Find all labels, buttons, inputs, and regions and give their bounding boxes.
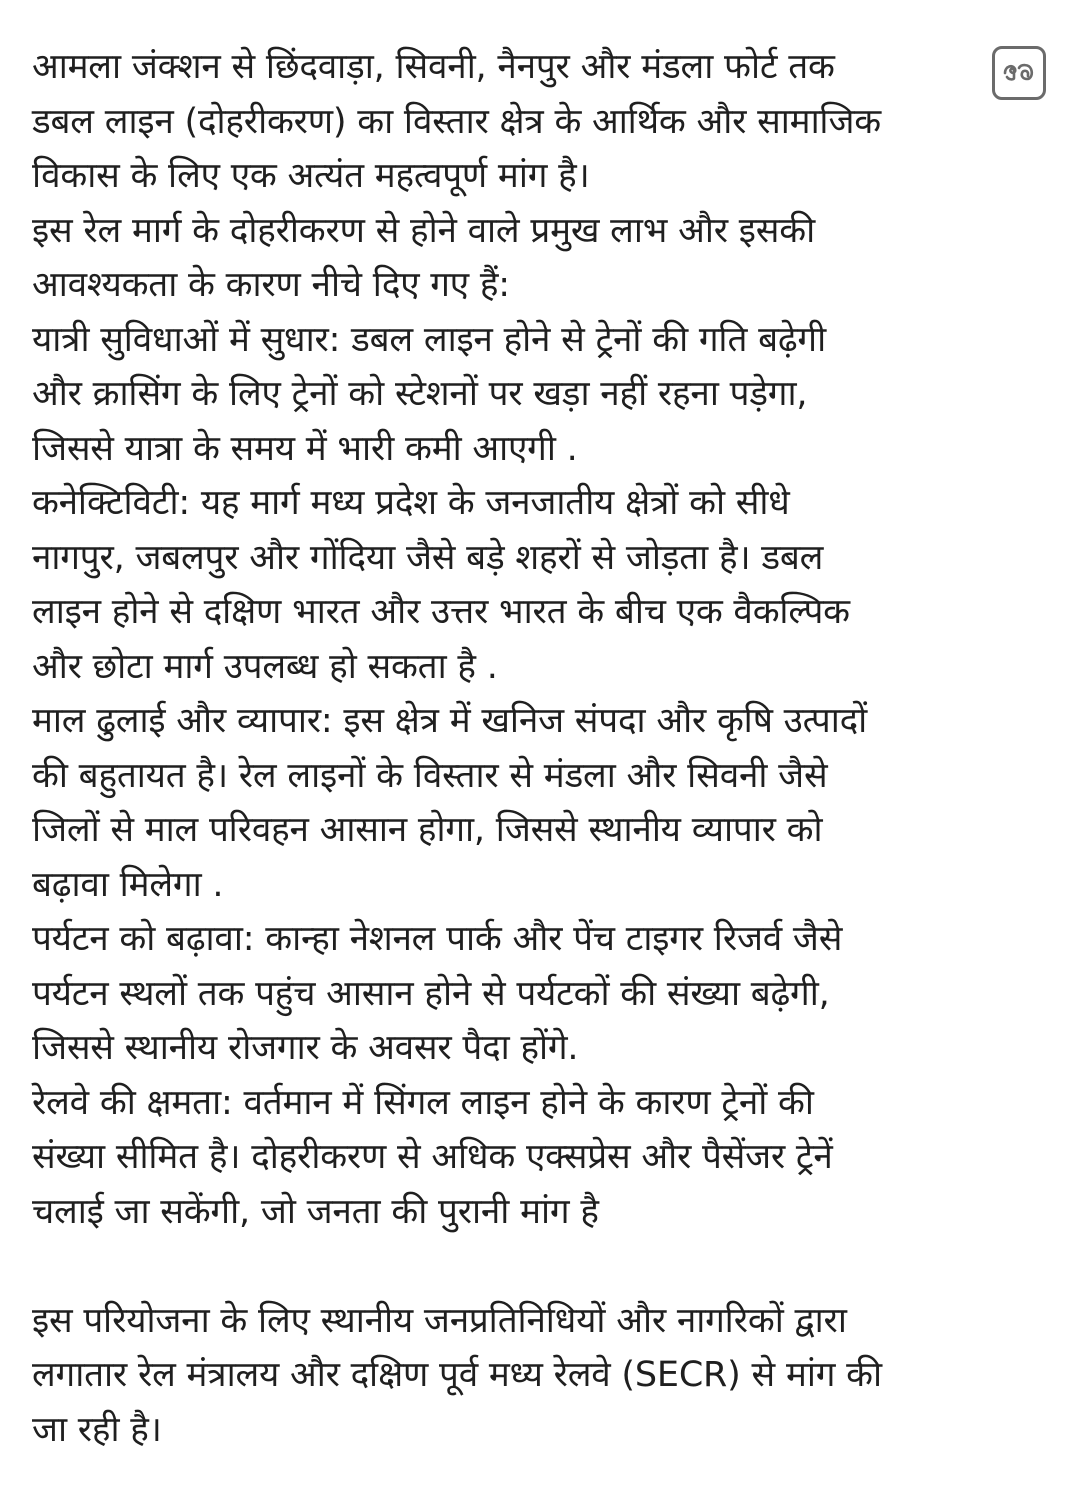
text-line: बढ़ावा मिलेगा . xyxy=(32,864,224,905)
text-line: पर्यटन को बढ़ावा: कान्हा नेशनल पार्क और पेंच टाइगर रिजर्व जैसे xyxy=(32,919,843,959)
paragraph-freight-trade xyxy=(32,694,982,912)
translate-icon xyxy=(1001,59,1037,87)
paragraph-intro xyxy=(32,40,982,204)
text-line: इस परियोजना के लिए स्थानीय जनप्रतिनिधियों और नागरिकों द्वारा xyxy=(32,1300,847,1341)
text-line: जा रही है। xyxy=(32,1409,162,1450)
text-line: की बहुतायत है। रेल लाइनों के विस्तार से मंडला और सिवनी जैसे xyxy=(32,755,828,796)
paragraph-benefits-intro xyxy=(32,204,982,313)
document-body xyxy=(32,40,982,1457)
text-line: आवश्यकता के कारण नीचे दिए गए हैं: xyxy=(32,265,510,305)
paragraph-tourism xyxy=(32,912,982,1076)
text-line: पर्यटन स्थलों तक पहुंच आसान होने से पर्यटकों की संख्या बढ़ेगी, xyxy=(32,973,830,1014)
text-line: कनेक्टिविटी: यह मार्ग मध्य प्रदेश के जनजातीय क्षेत्रों को सीधे xyxy=(32,483,790,523)
text-line: रेलवे की क्षमता: वर्तमान में सिंगल लाइन होने के कारण ट्रेनों की xyxy=(32,1082,814,1123)
text-line: जिससे स्थानीय रोजगार के अवसर पैदा होंगे. xyxy=(32,1028,579,1068)
text-line: माल ढुलाई और व्यापार: इस क्षेत्र में खनिज संपदा और कृषि उत्पादों xyxy=(32,701,868,741)
text-line: जिलों से माल परिवहन आसान होगा, जिससे स्थानीय व्यापार को xyxy=(32,810,823,850)
translate-button[interactable] xyxy=(992,46,1046,100)
text-line: लगातार रेल मंत्रालय और दक्षिण पूर्व मध्य रेलवे (SECR) से मांग की xyxy=(32,1355,882,1395)
text-line: विकास के लिए एक अत्यंत महत्वपूर्ण मांग है। xyxy=(32,156,590,196)
text-line: इस रेल मार्ग के दोहरीकरण से होने वाले प्रमुख लाभ और इसकी xyxy=(32,210,815,251)
text-line: और छोटा मार्ग उपलब्ध हो सकता है . xyxy=(32,646,498,687)
text-line: डबल लाइन (दोहरीकरण) का विस्तार क्षेत्र के आर्थिक और सामाजिक xyxy=(32,101,881,142)
text-line: यात्री सुविधाओं में सुधार: डबल लाइन होने से ट्रेनों की गति बढ़ेगी xyxy=(32,319,826,360)
paragraph-railway-capacity xyxy=(32,1076,982,1240)
text-line: नागपुर, जबलपुर और गोंदिया जैसे बड़े शहरों से जोड़ता है। डबल xyxy=(32,537,824,578)
text-line: आमला जंक्शन से छिंदवाड़ा, सिवनी, नैनपुर और मंडला फोर्ट तक xyxy=(32,47,835,87)
paragraph-passenger-facilities xyxy=(32,313,982,477)
text-line: और क्रासिंग के लिए ट्रेनों को स्टेशनों पर खड़ा नहीं रहना पड़ेगा, xyxy=(32,374,808,414)
paragraph-connectivity xyxy=(32,476,982,694)
text-line: चलाई जा सकेंगी, जो जनता की पुरानी मांग है xyxy=(32,1191,599,1232)
blank-line xyxy=(32,1239,982,1294)
paragraph-demand xyxy=(32,1294,982,1458)
text-line: संख्या सीमित है। दोहरीकरण से अधिक एक्सप्रेस और पैसेंजर ट्रेनें xyxy=(32,1137,833,1177)
text-line: जिससे यात्रा के समय में भारी कमी आएगी . xyxy=(32,428,578,469)
text-line: लाइन होने से दक्षिण भारत और उत्तर भारत के बीच एक वैकल्पिक xyxy=(32,592,850,632)
